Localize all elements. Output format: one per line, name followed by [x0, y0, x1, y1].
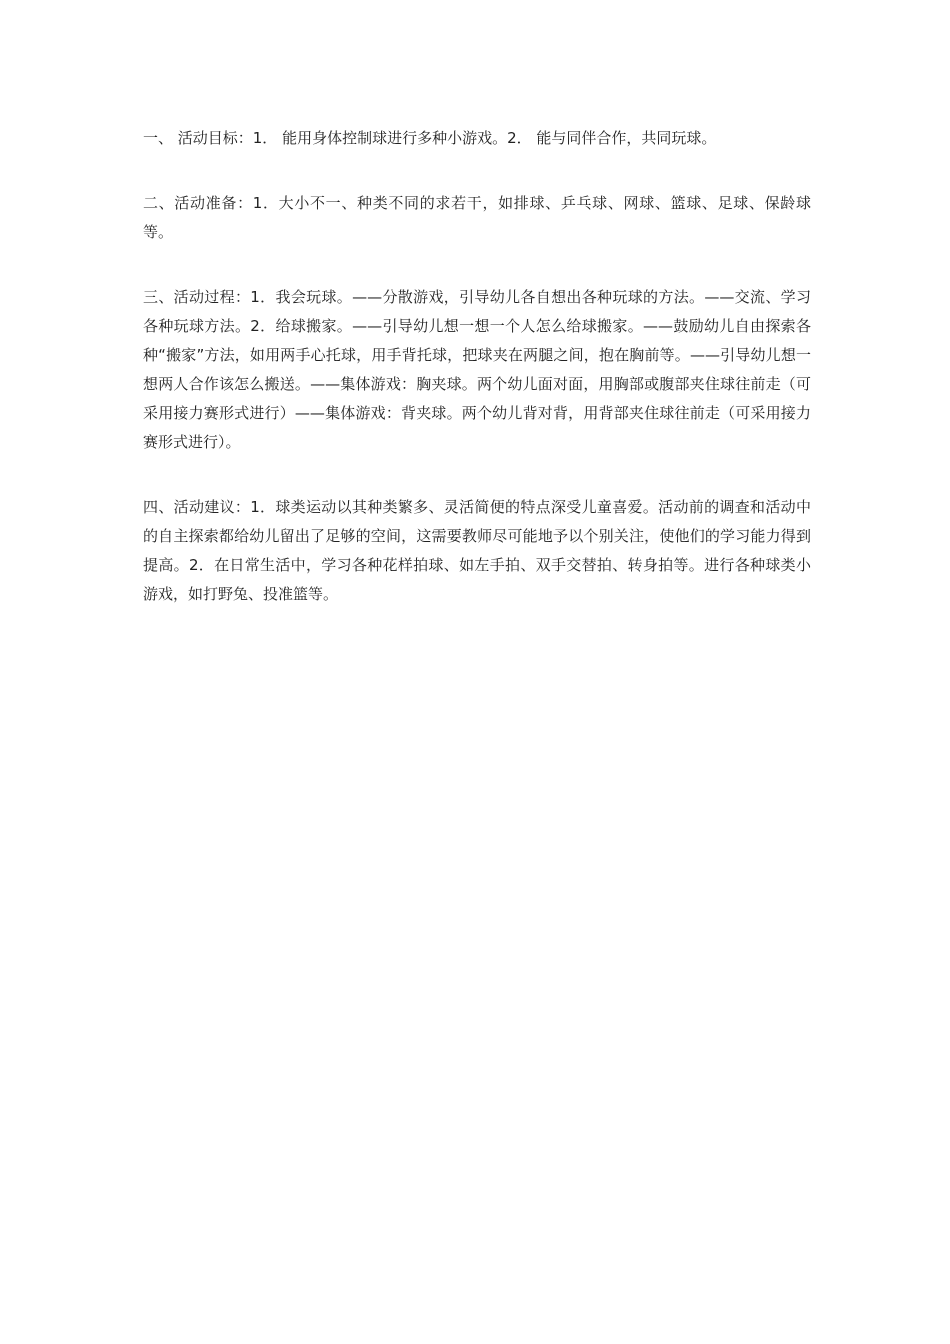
document-body [143, 124, 811, 645]
paragraph-activity-suggestions: 四、活动建议：1．球类运动以其种类繁多、灵活简便的特点深受儿童喜爱。活动前的调查和活动中的自主探索都给幼儿留出了足够的空间，这需要教师尽可能地予以个别关注，使他们的学习能力得到提高。2．在日常生活中，学习各种花样拍球、如左手拍、双手交替拍、转身拍等。进行各种球类小游戏，如打野兔、投准篮等。 [143, 498, 811, 603]
paragraph-activity-preparation: 二、活动准备：1．大小不一、种类不同的求若干，如排球、乒乓球、网球、篮球、足球、保龄球等。 [143, 194, 811, 241]
paragraph-activity-goals: 一、 活动目标：1． 能用身体控制球进行多种小游戏。2． 能与同伴合作，共同玩球。 [143, 129, 717, 147]
paragraph-activity-process: 三、活动过程：1．我会玩球。——分散游戏，引导幼儿各自想出各种玩球的方法。——交流、学习各种玩球方法。2．给球搬家。——引导幼儿想一想一个人怎么给球搬家。——鼓励幼儿自由探索各种“搬家”方法，如用两手心托球，用手背托球，把球夹在两腿之间，抱在胸前等。——引导幼儿想一想两人合作该怎么搬送。——集体游戏：胸夹球。两个幼儿面对面，用胸部或腹部夹住球往前走（可采用接力赛形式进行）——集体游戏：背夹球。两个幼儿背对背，用背部夹住球往前走（可采用接力赛形式进行）。 [143, 288, 811, 451]
